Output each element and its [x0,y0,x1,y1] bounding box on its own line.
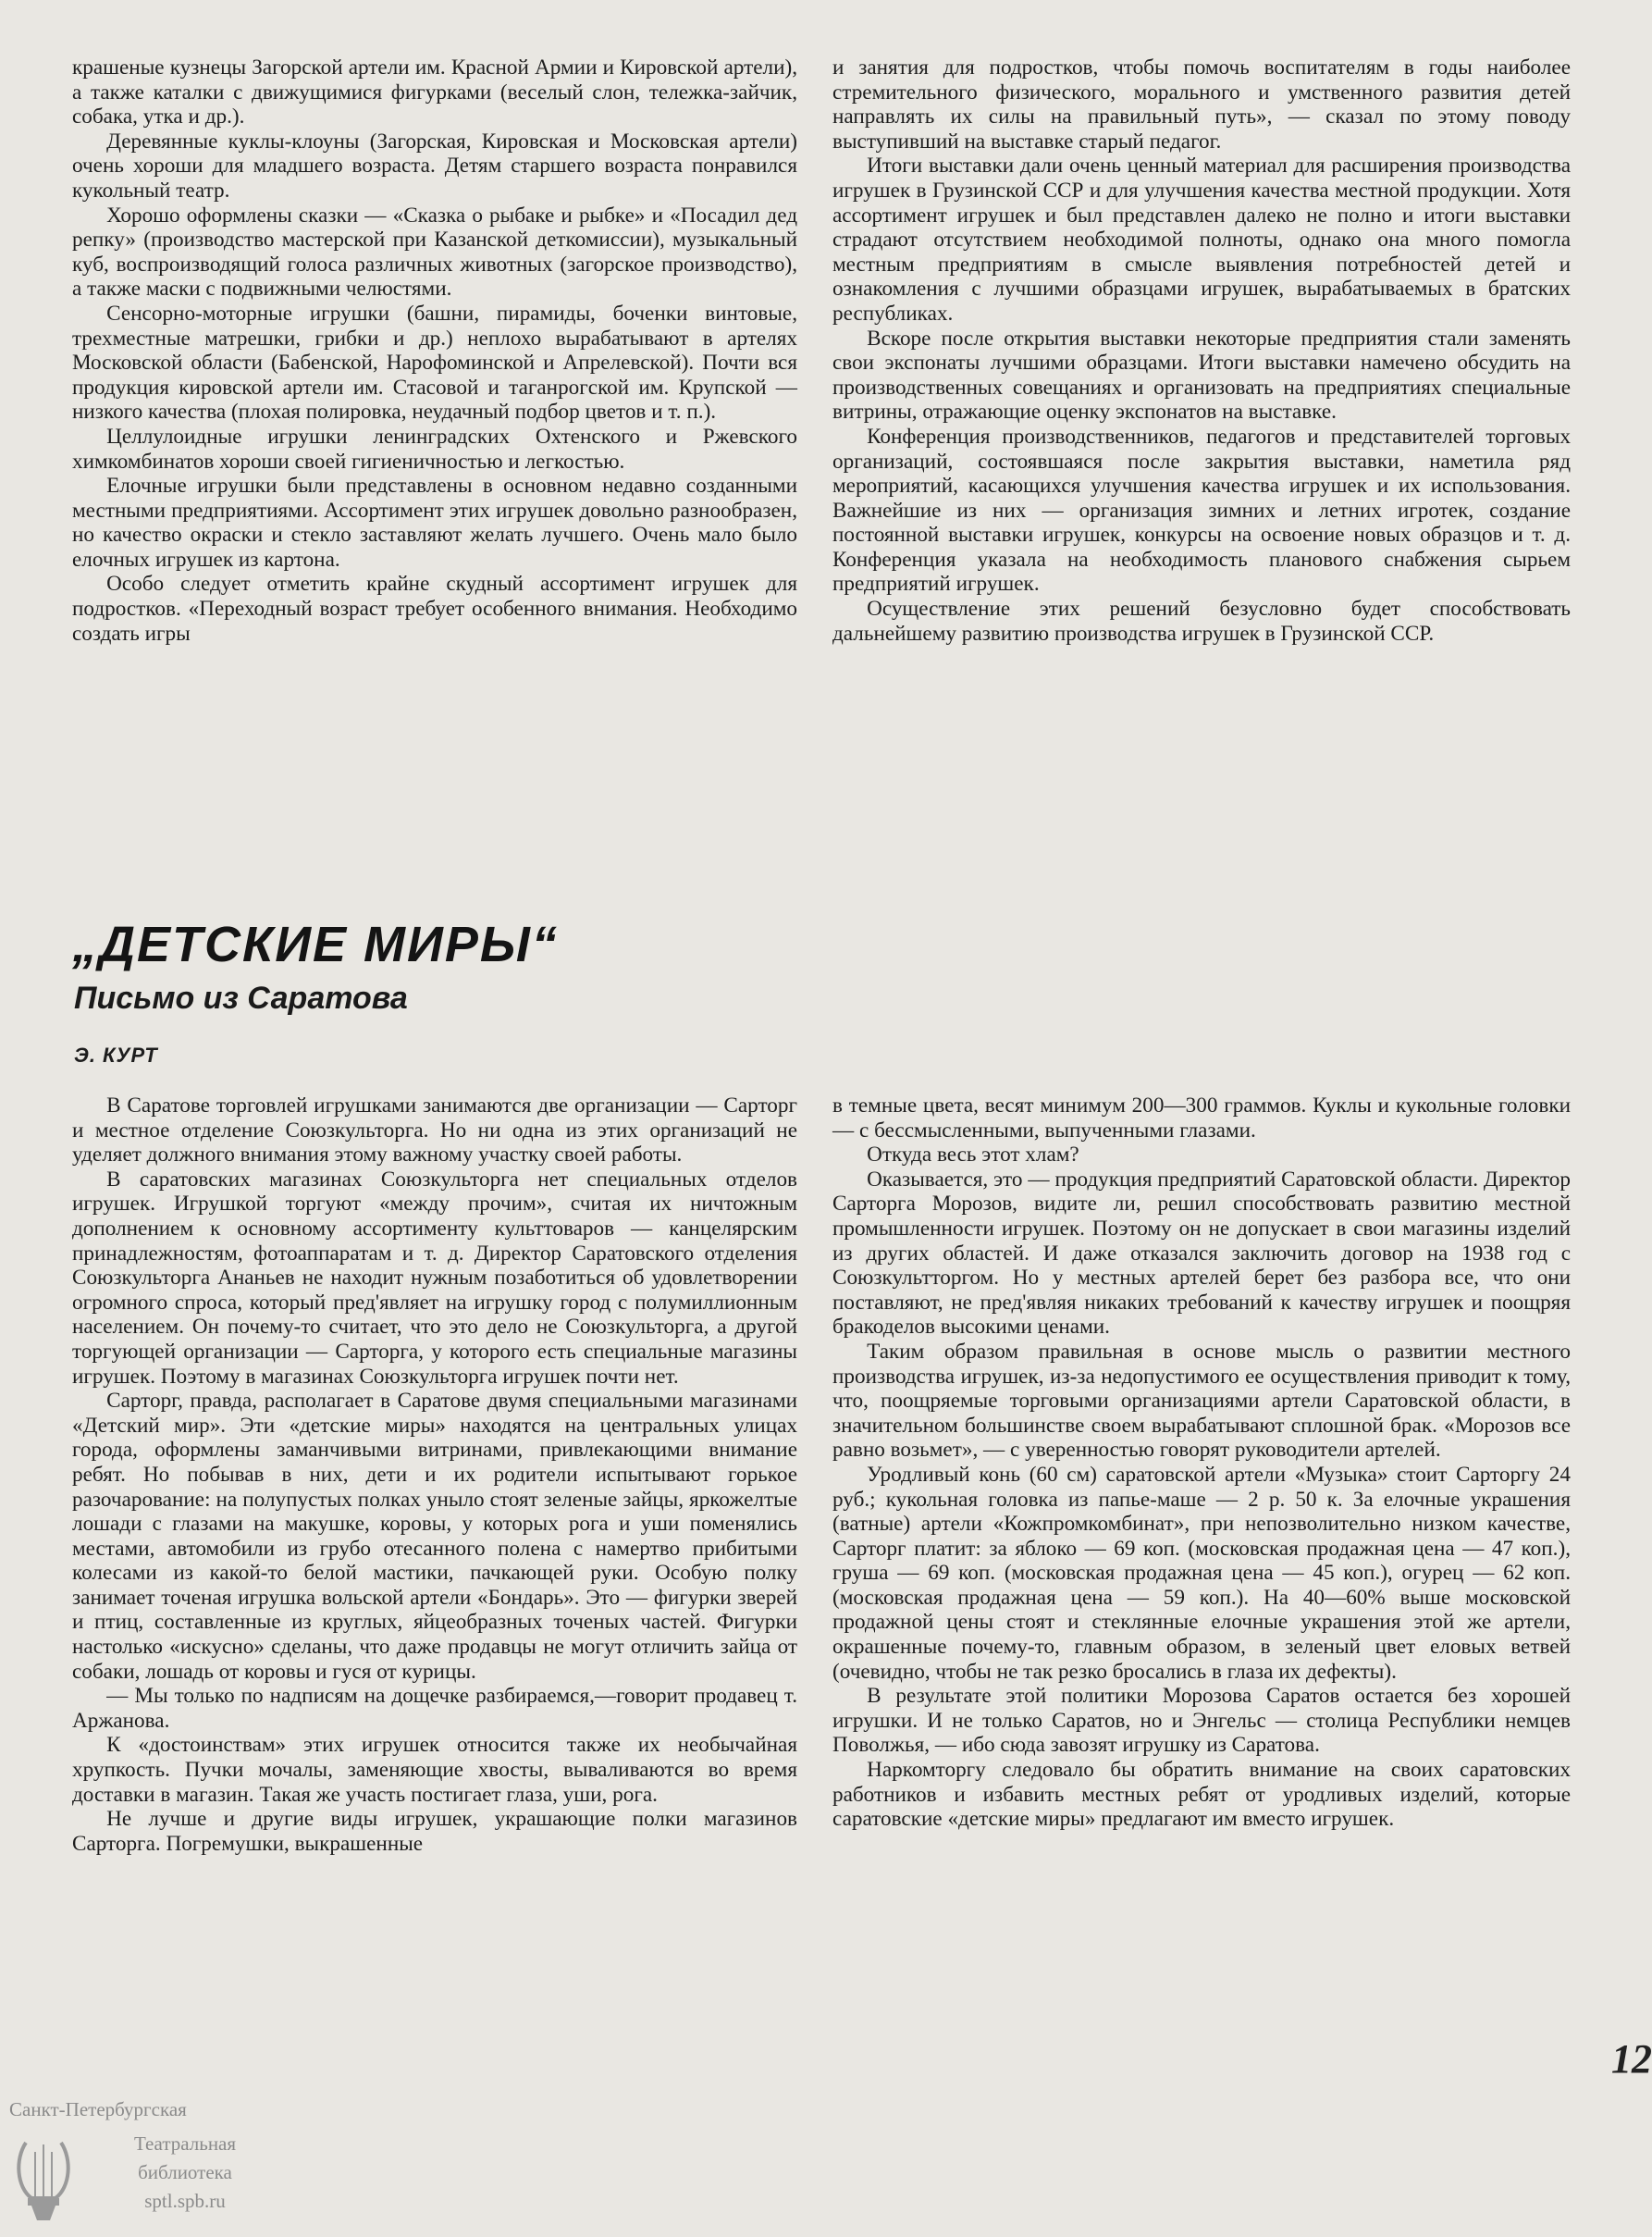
page-number: 12 [1611,2036,1652,2082]
paragraph: Не лучше и другие виды игрушек, украшающие полки магазинов Сарторга. Погремушки, выкрашенные [72,1807,797,1856]
paragraph: и занятия для подростков, чтобы помочь воспитателям в годы наиболее стремительного физического, морального и умственного развития детей направлять их силы на правильный путь», — сказал по этому поводу выступивший на выставке старый педагог. [832,56,1571,154]
paragraph: К «достоинствам» этих игрушек относится также их необычайная хрупкость. Пучки мочалы, заменяющие хвосты, вываливаются во время доставки в магазин. Такая же участь постигает глаза, уши, рога. [72,1733,797,1807]
paragraph: Откуда весь этот хлам? [867,1143,1079,1168]
paragraph: Наркомторгу следовало бы обратить внимание на своих саратовских работников и избавить местных ребят от уродливых изделий, которые саратовские «детские миры» предлагают им вместо игрушек. [832,1758,1571,1832]
article-author: Э. КУРТ [74,1044,158,1067]
paragraph: Вскоре после открытия выставки некоторые предприятия стали заменять свои экспонаты лучшими образцами. Итоги выставки намечено обсудить на производственных совещаниях и организовать на предприятиях специальные витрины, отражающие оценку экспонатов на выставке. [832,326,1571,425]
paragraph: Сенсорно-моторные игрушки (башни, пирамиды, боченки винтовые, трехместные матрешки, грибки и др.) неплохо вырабатывают в артелях Московской области (Бабенской, Нарофоминской и Апрелевской). Почти вся продукция кировской артели им. Стасовой и таганрогской им. Крупской — низкого качества (плохая полировка, неудачный подбор цветов и т. п.). [72,301,797,425]
paragraph: Хорошо оформлены сказки — «Сказка о рыбаке и рыбке» и «Посадил дед репку» (производство мастерской при Казанской деткомиссии), музыкальный куб, воспроизводящий голоса различных животных (загорское производство), а также маски с подвижными челюстями. [72,203,797,302]
paragraph: Уродливый конь (60 см) саратовской артели «Музыка» стоит Сарторгу 24 руб.; кукольная головка из папье-маше — 2 р. 50 к. За елочные украшения (ватные) артели «Кожпромкомбинат», при непозволительно низком качестве, Сарторг платит: за яблоко — 69 коп. (московская продажная цена — 47 коп.), груша — 69 коп. (московская продажная цена — 45 коп.), огурец — 62 коп. (московская продажная цена — 59 коп.). На 40—60% выше московской продажной цены стоят и стеклянные елочные украшения этой же артели, окрашенные почему-то, главным образом, в зеленый цвет еловых ветвей (очевидно, чтобы не так резко бросались в глаза их дефекты). [832,1462,1571,1684]
top-left-column [72,56,797,646]
paragraph: В саратовских магазинах Союзкульторга нет специальных отделов игрушек. Игрушкой торгуют «между прочим», считая их ничтожным дополнением к основному ассортименту культтоваров — канцелярским принадлежностям, фотоаппаратам и т. д. Директор Саратовского отделения Союзкульторга Ананьев не находит нужным позаботиться об удовлетворении огромного спроса, который пред'являет на игрушку город с полумиллионным населением. Он почему-то считает, что это дело не Союзкульторга, а другой торгующей организации — Сарторга, у которого есть специальные магазины игрушек. Поэтому в магазинах Союзкульторга игрушек почти нет. [72,1167,797,1389]
top-right-column [832,56,1571,646]
watermark-url: sptl.spb.ru [144,2190,226,2212]
paragraph: В Саратове торговлей игрушками занимаются две организации — Сарторг и местное отделение Союзкульторга. Но ни одна из этих организаций не уделяет должного внимания этому важному участку своей работы. [72,1094,797,1168]
paragraph: в темные цвета, весят минимум 200—300 граммов. Куклы и кукольные головки — с бессмысленными, выпученными глазами. [832,1094,1571,1143]
paragraph: Деревянные куклы-клоуны (Загорская, Кировская и Московская артели) очень хороши для младшего возраста. Детям старшего возраста понравился кукольный театр. [72,129,797,203]
paragraph: В результате этой политики Морозова Саратов остается без хорошей игрушки. И не только Саратов, но и Энгельс — столица Республики немцев Поволжья, — ибо сюда завозят игрушку из Саратова. [832,1684,1571,1758]
paragraph: Целлулоидные игрушки ленинградских Охтенского и Ржевского химкомбинатов хороши своей гигиеничностью и легкостью. [72,424,797,474]
paragraph: Елочные игрушки были представлены в основном недавно созданными местными предприятиями. Ассортимент этих игрушек довольно разнообразен, но качество окраски и стекло заставляют желать лучшего. Очень мало было елочных игрушек из картона. [72,474,797,572]
paragraph: Таким образом правильная в основе мысль о развитии местного производства игрушек, из-за недопустимого ее осуществления приводит к тому, что, поощряемые торговыми организациями артели Саратовской области, в значительном большинстве своем вырабатывают сплошной брак. «Морозов все равно возьмет», — с уверенностью говорят руководители артелей. [832,1339,1571,1463]
library-watermark [0,2098,268,2237]
paragraph: крашеные кузнецы Загорской артели им. Красной Армии и Кировской артели), а также каталки с движущимися фигурками (веселый слон, тележка-зайчик, собака, утка и др.). [72,56,797,130]
paragraph: Сарторг, правда, располагает в Саратове двумя специальными магазинами «Детский мир». Эти «детские миры» находятся на центральных улицах города, оформлены заманчивыми витринами, привлекающими внимание ребят. Но побывав в них, дети и их родители испытывают горькое разочарование: на полупустых полках уныло стоят зеленые зайцы, яркожелтые лошади с глазами на макушке, коровы, у которых рога и уши поменялись местами, автомобили из грубо отесанного полена с намертво прибитыми колесами из какой-то белой мастики, пачкающей руки. Особую полку занимает точеная игрушка вольской артели «Бондарь». Это — фигурки зверей и птиц, составленные из круглых, яйцеобразных точеных частей. Фигурки настолько «искусно» сделаны, что даже продавцы не могут отличить зайца от собаки, лошадь от коровы и гуся от курицы. [72,1389,797,1684]
watermark-line: Санкт-Петербургская [9,2098,187,2120]
watermark-line: Театральная [133,2132,237,2155]
article-subtitle: Письмо из Саратова [74,981,408,1016]
watermark-line: библиотека [138,2161,232,2183]
paragraph: Конференция производственников, педагогов и представителей торговых организаций, состоявшаяся после закрытия выставки, наметила ряд мероприятий, касающихся улучшения качества игрушек и их использования. Важнейшие из них — организация зимних и летних игротек, создание постоянной выставки игрушек, конкурсы на освоение новых образцов и т. д. Конференция указала на необходимость планового снабжения сырьем предприятий игрушек. [832,424,1571,597]
paragraph: Итоги выставки дали очень ценный материал для расширения производства игрушек в Грузинской ССР и для улучшения качества местной продукции. Хотя ассортимент игрушек и был представлен далеко не полно и итоги выставки страдают отсутствием необходимой полноты, однако она много помогла местным предприятиям в смысле выявления потребностей детей и ознакомления с лучшими образцами игрушек, вырабатываемых в братских республиках. [832,154,1571,326]
paragraph: Оказывается, это — продукция предприятий Саратовской области. Директор Сарторга Морозов, видите ли, решил способствовать развитию местной промышленности игрушек. Поэтому он не допускает в свои магазины изделий из других областей. И даже отказался заключить договор на 1938 год с Союзкультторгом. Но у местных артелей берет без разбора все, что они поставляют, не пред'являя никаких требований к качеству игрушек и поощряя бракоделов высокими ценами. [832,1167,1571,1340]
bottom-right-column [832,1094,1571,1832]
paragraph: — Мы только по надписям на дощечке разбираемся,—говорит продавец т. Аржанова. [72,1684,797,1733]
lyre-icon [13,2132,74,2229]
bottom-left-column [72,1094,797,1856]
article-title: „ДЕТСКИЕ МИРЫ“ [72,917,559,972]
paragraph: Осуществление этих решений безусловно будет способствовать дальнейшему развитию производства игрушек в Грузинской ССР. [832,597,1571,646]
paragraph: Особо следует отметить крайне скудный ассортимент игрушек для подростков. «Переходный возраст требует особенного внимания. Необходимо создать игры [72,572,797,646]
